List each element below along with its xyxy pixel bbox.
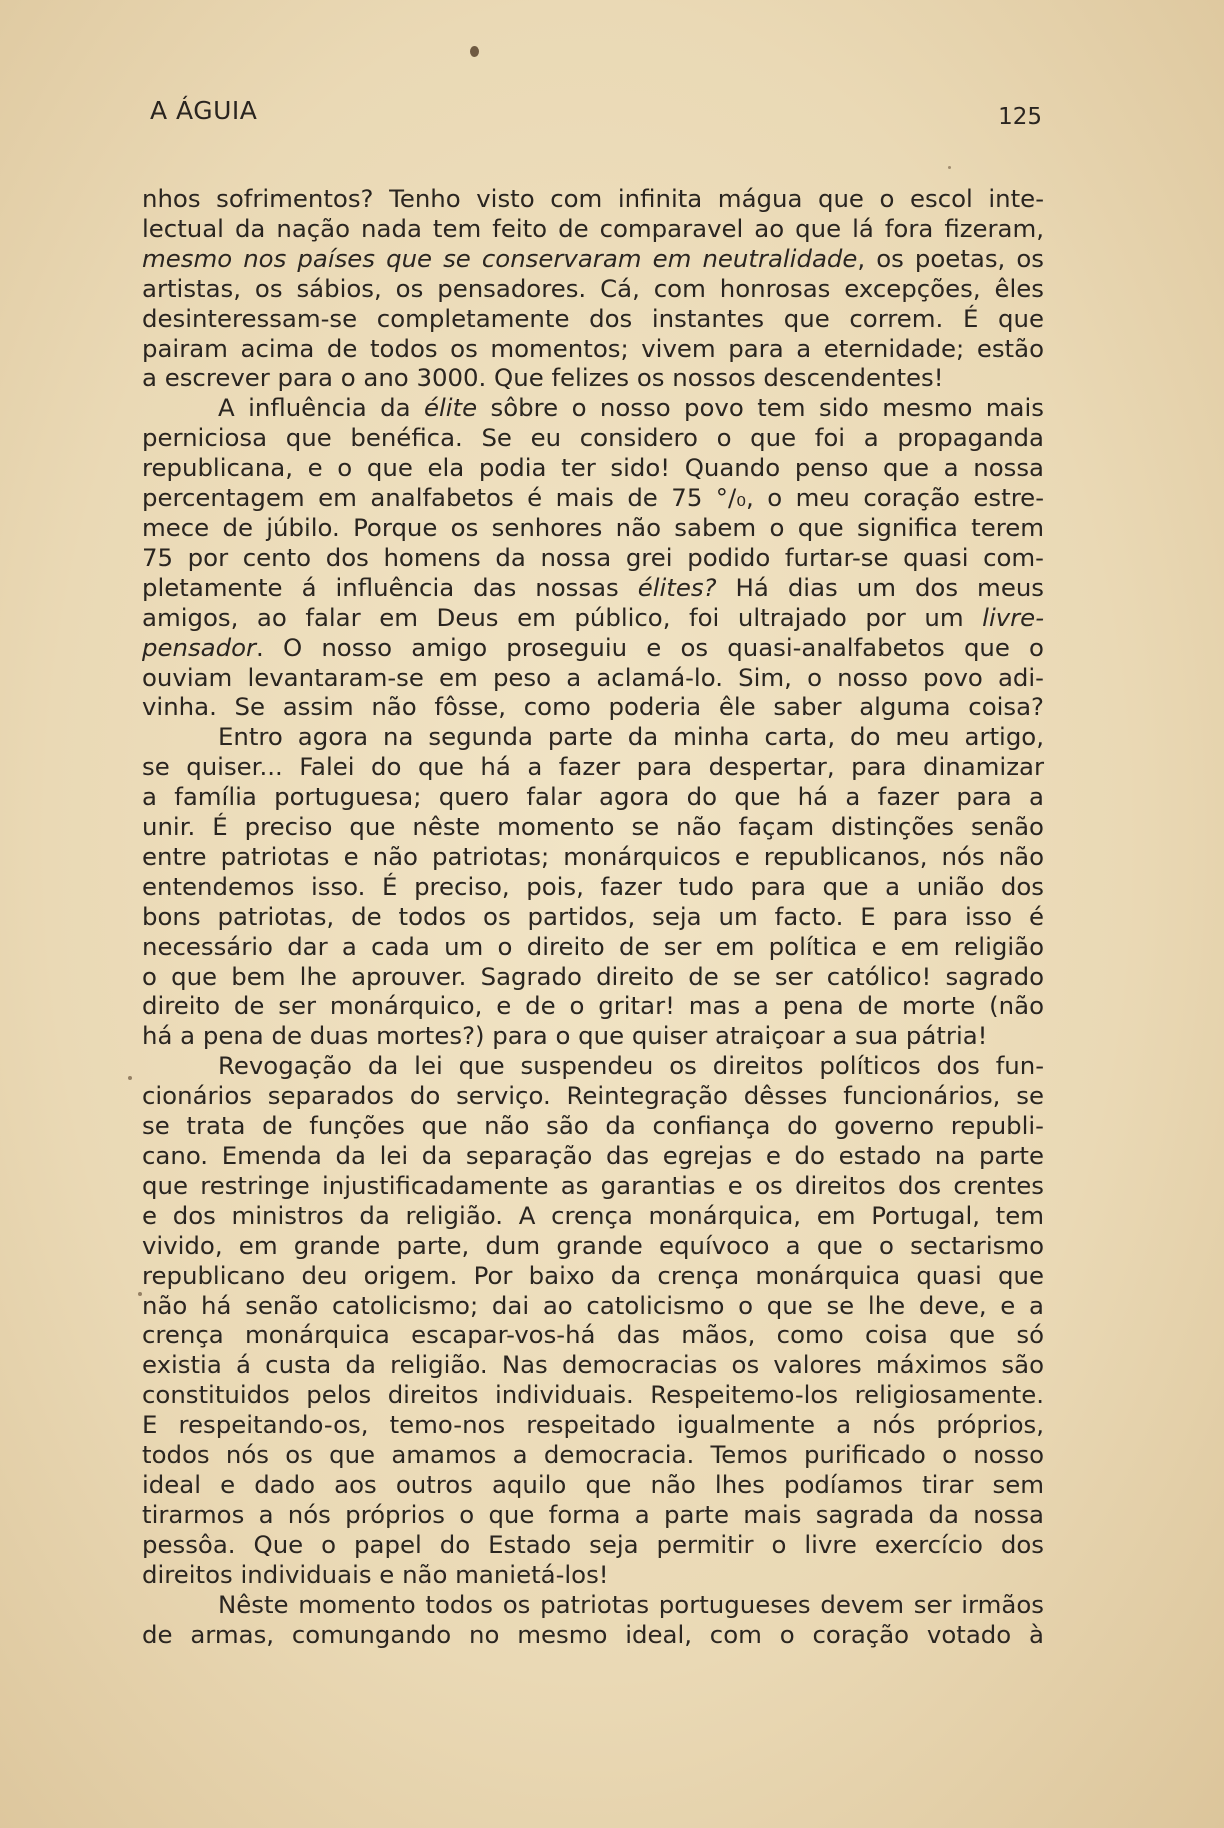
text-segment: todos nós os que amamos a democracia. Temos purificado o nosso: [142, 1440, 1044, 1470]
text-segment: necessário dar a cada um o direito de ser em política e em religião: [142, 931, 1044, 961]
text-line: [142, 902, 1044, 932]
text-segment: ideal e dado aos outros aquilo que não lhes podíamos tirar sem: [142, 1469, 1044, 1499]
paper-speck: [948, 166, 951, 169]
text-line: [142, 842, 1044, 872]
text-segment: tirarmos a nós próprios o que forma a parte mais sagrada da nossa: [142, 1499, 1044, 1529]
italic-text: mesmo nos países que se conservaram em neutralidade: [142, 243, 858, 273]
text-segment: há a pena de duas mortes?) para o que quiser atraiçoar a sua pátria!: [142, 1021, 988, 1051]
text-line: [142, 1021, 1044, 1051]
text-segment: sôbre o nosso povo tem sido mesmo mais: [477, 393, 1044, 423]
text-segment: . O nosso amigo proseguiu e os quasi-analfabetos que o: [256, 632, 1044, 662]
text-segment: 75 por cento dos homens da nossa grei podido furtar-se quasi com-: [142, 542, 1044, 572]
text-segment: bons patriotas, de todos os partidos, seja um facto. E para isso é: [142, 901, 1044, 931]
text-line: [142, 423, 1044, 453]
text-segment: republicano deu origem. Por baixo da crença monárquica quasi que: [142, 1260, 1044, 1290]
text-segment: vinha. Se assim não fôsse, como poderia êle saber alguma coisa?: [142, 692, 1044, 722]
text-line: [142, 1201, 1044, 1231]
text-segment: A influência da: [218, 393, 424, 423]
text-segment: direitos individuais e não manietá-los!: [142, 1559, 609, 1589]
text-line: [142, 1410, 1044, 1440]
text-line: [142, 932, 1044, 962]
text-segment: , os poetas, os: [857, 243, 1044, 273]
text-segment: lectual da nação nada tem feito de comparavel ao que lá fora fizeram,: [142, 213, 1044, 243]
text-line: [142, 1051, 1044, 1081]
text-line: [142, 962, 1044, 992]
text-line: [142, 1620, 1044, 1650]
text-segment: unir. É preciso que nêste momento se não façam distinções senão: [142, 812, 1044, 842]
text-line: [142, 752, 1044, 782]
text-segment: nhos sofrimentos? Tenho visto com infinita mágua que o escol inte-: [142, 184, 1044, 213]
text-segment: mece de júbilo. Porque os senhores não sabem o que significa terem: [142, 512, 1044, 542]
text-segment: existia á custa da religião. Nas democracias os valores máximos são: [142, 1350, 1044, 1380]
text-line: [142, 1560, 1044, 1590]
text-segment: a escrever para o ano 3000. Que felizes os nossos descendentes!: [142, 363, 944, 393]
text-line: [142, 603, 1044, 633]
text-segment: Revogação da lei que suspendeu os direitos políticos dos fun-: [218, 1051, 1044, 1081]
italic-text: livre-: [982, 602, 1044, 632]
text-line: [142, 872, 1044, 902]
text-line: [142, 782, 1044, 812]
ink-blot: [470, 46, 479, 57]
text-segment: entre patriotas e não patriotas; monárquicos e republicanos, nós não: [142, 841, 1044, 871]
text-line: [142, 812, 1044, 842]
text-line: [142, 513, 1044, 543]
italic-text: élite: [424, 393, 478, 423]
text-line: [142, 1350, 1044, 1380]
text-line: [142, 214, 1044, 244]
text-line: [142, 453, 1044, 483]
text-line: [142, 1590, 1044, 1620]
text-line: [142, 393, 1044, 423]
text-line: [142, 722, 1044, 752]
text-segment: cionários separados do serviço. Reintegração dêsses funcionários, se: [142, 1081, 1044, 1111]
text-line: [142, 1320, 1044, 1350]
journal-title: A ÁGUIA: [150, 96, 258, 125]
italic-text: élites?: [637, 572, 717, 602]
text-segment: cano. Emenda da lei da separação das egrejas e do estado na parte: [142, 1141, 1044, 1170]
text-line: [142, 543, 1044, 573]
text-segment: pairam acima de todos os momentos; vivem para a eternidade; estão: [142, 333, 1044, 363]
text-line: [142, 363, 1044, 393]
text-line: [142, 1291, 1044, 1321]
text-line: [142, 334, 1044, 364]
text-line: [142, 1111, 1044, 1141]
text-segment: Há dias um dos meus: [716, 572, 1044, 602]
text-line: [142, 1231, 1044, 1261]
text-line: [142, 573, 1044, 603]
text-line: [142, 274, 1044, 304]
italic-text: pensador: [142, 632, 257, 662]
text-segment: o que bem lhe aprouver. Sagrado direito de se ser católico! sagrado: [142, 961, 1044, 991]
text-segment: Nêste momento todos os patriotas portugueses devem ser irmãos: [218, 1589, 1044, 1619]
page-number: 125: [998, 104, 1042, 130]
text-segment: perniciosa que benéfica. Se eu considero o que foi a propaganda: [142, 423, 1044, 453]
paper-speck: [128, 1076, 132, 1080]
text-line: [142, 1141, 1044, 1171]
text-line: [142, 1171, 1044, 1201]
text-segment: E respeitando-os, temo-nos respeitado igualmente a nós próprios,: [142, 1410, 1044, 1440]
text-line: [142, 633, 1044, 663]
text-line: [142, 1500, 1044, 1530]
text-line: [142, 1440, 1044, 1470]
text-line: [142, 483, 1044, 513]
text-line: [142, 1261, 1044, 1291]
text-segment: crença monárquica escapar-vos-há das mãos, como coisa que só: [142, 1320, 1044, 1350]
text-segment: constituidos pelos direitos individuais. Respeitemo-los religiosamente.: [142, 1380, 1044, 1410]
text-line: [142, 244, 1044, 274]
text-segment: que restringe injustificadamente as garantias e os direitos dos crentes: [142, 1170, 1044, 1200]
text-line: [142, 692, 1044, 722]
text-line: [142, 991, 1044, 1021]
text-line: [142, 184, 1044, 214]
text-segment: direito de ser monárquico, e de o gritar! mas a pena de morte (não: [142, 991, 1044, 1021]
text-segment: e dos ministros da religião. A crença monárquica, em Portugal, tem: [142, 1200, 1044, 1230]
text-segment: amigos, ao falar em Deus em público, foi ultrajado por um: [142, 602, 983, 632]
text-segment: de armas, comungando no mesmo ideal, com o coração votado à: [142, 1619, 1044, 1649]
text-segment: ouviam levantaram-se em peso a aclamá-lo. Sim, o nosso povo adi-: [142, 662, 1044, 692]
body-text: [142, 184, 1044, 1649]
text-segment: entendemos isso. É preciso, pois, fazer tudo para que a união dos: [142, 871, 1044, 901]
text-segment: artistas, os sábios, os pensadores. Cá, com honrosas excepções, êles: [142, 273, 1044, 303]
text-segment: vivido, em grande parte, dum grande equívoco a que o sectarismo: [142, 1230, 1044, 1260]
text-segment: pessôa. Que o papel do Estado seja permitir o livre exercício dos: [142, 1529, 1044, 1559]
text-line: [142, 1081, 1044, 1111]
text-segment: não há senão catolicismo; dai ao catolicismo o que se lhe deve, e a: [142, 1290, 1044, 1320]
text-line: [142, 1470, 1044, 1500]
text-line: [142, 304, 1044, 334]
text-segment: a família portuguesa; quero falar agora do que há a fazer para a: [142, 782, 1044, 812]
text-segment: republicana, e o que ela podia ter sido! Quando penso que a nossa: [142, 453, 1044, 483]
text-segment: Entro agora na segunda parte da minha carta, do meu artigo,: [218, 722, 1044, 752]
text-segment: se quiser... Falei do que há a fazer para despertar, para dinamizar: [142, 752, 1044, 782]
text-segment: se trata de funções que não são da confiança do governo republi-: [142, 1111, 1044, 1141]
page-header: [150, 96, 1042, 136]
text-line: [142, 663, 1044, 693]
text-segment: desinteressam-se completamente dos instantes que correm. É que: [142, 303, 1044, 333]
text-line: [142, 1530, 1044, 1560]
text-line: [142, 1380, 1044, 1410]
text-segment: pletamente á influência das nossas: [142, 572, 638, 602]
text-segment: percentagem em analfabetos é mais de 75 °/₀, o meu coração estre-: [142, 483, 1044, 513]
